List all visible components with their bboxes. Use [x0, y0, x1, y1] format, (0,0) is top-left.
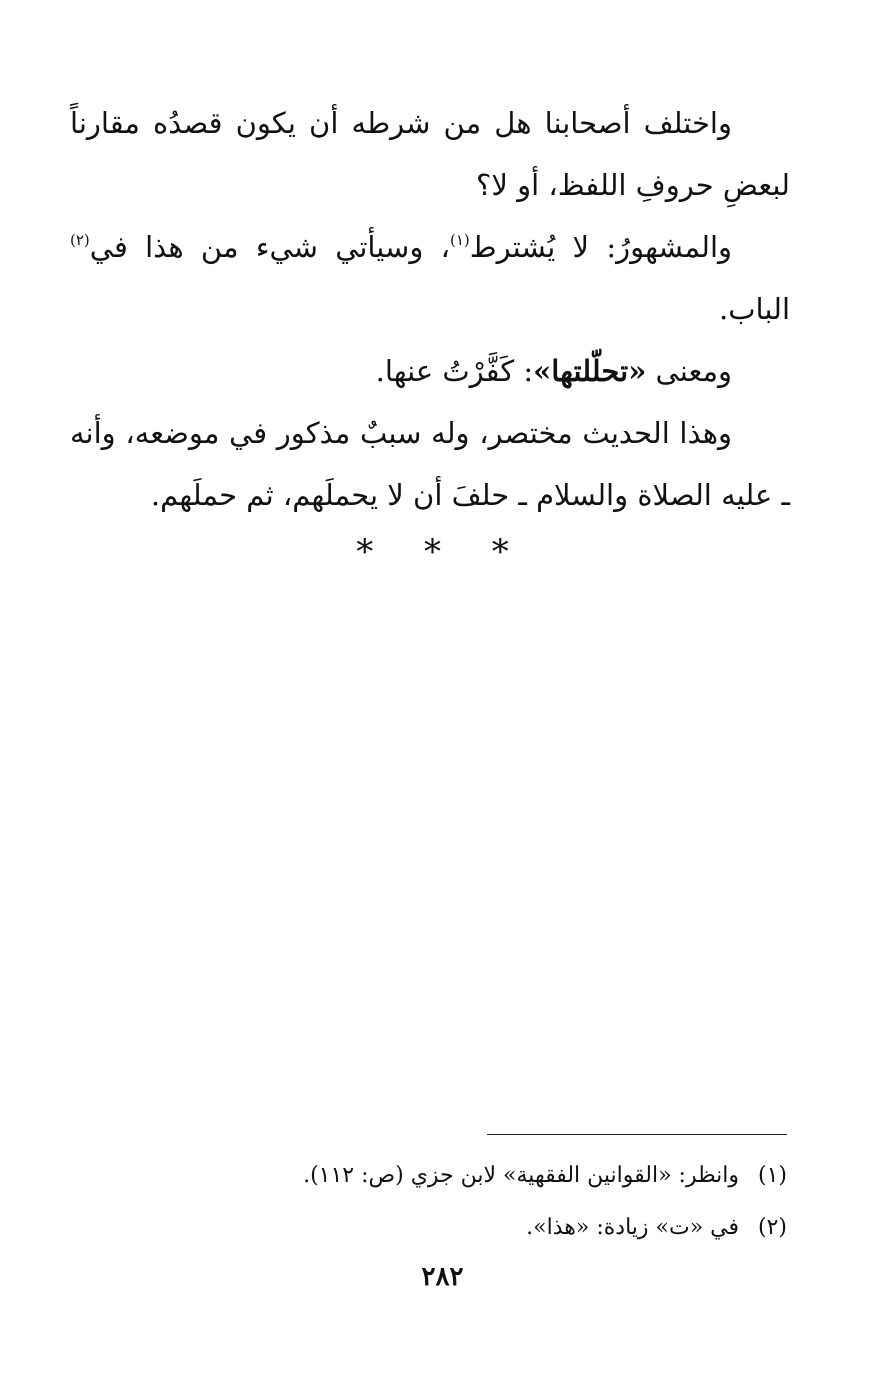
- paragraph-2-text-start: والمشهورُ: لا يُشترط: [469, 230, 733, 264]
- paragraph-2-text-middle: ، وسيأتي شيء من هذا في: [89, 230, 450, 264]
- footnotes: [97, 1150, 787, 1254]
- paragraph-3-text-start: ومعنى: [646, 354, 732, 388]
- paragraph-4-text: وهذا الحديث مختصر، وله سببٌ مذكور في موضعه، وأنه ـ عليه الصلاة والسلام ـ حلفَ أن لا يحملَهم، ثم حملَهم.: [70, 416, 790, 512]
- footnote-2: [97, 1202, 787, 1254]
- footnote-2-text: في «ت» زيادة: «هذا».: [526, 1215, 739, 1240]
- paragraph-1-text: واختلف أصحابنا هل من شرطه أن يكون قصدُه مقارناً لبعضِ حروفِ اللفظ، أو لا؟: [70, 106, 790, 202]
- footnote-ref-1[interactable]: (١): [449, 231, 470, 249]
- page-number: ٢٨٢: [421, 1262, 464, 1292]
- paragraph-3: [70, 340, 790, 402]
- paragraph-3-bold-term: «تحلّلتها»: [533, 354, 647, 388]
- paragraph-2: [70, 216, 790, 340]
- footnote-2-number: (٢): [757, 1215, 787, 1240]
- paragraph-3-text-end: : كَفَّرْتُ عنها.: [375, 354, 534, 388]
- footnote-1: [97, 1150, 787, 1202]
- footnote-1-text: وانظر: «القوانين الفقهية» لابن جزي (ص: ١١٢).: [303, 1163, 739, 1188]
- footnote-divider: [487, 1134, 787, 1135]
- footnote-1-number: (١): [757, 1163, 787, 1188]
- paragraph-4: [70, 402, 790, 526]
- paragraph-1: [70, 92, 790, 216]
- paragraph-2-text-end: الباب.: [719, 292, 790, 326]
- section-separator: * * *: [356, 532, 529, 572]
- footnote-ref-2[interactable]: (٢): [70, 231, 90, 249]
- main-text: [70, 92, 790, 526]
